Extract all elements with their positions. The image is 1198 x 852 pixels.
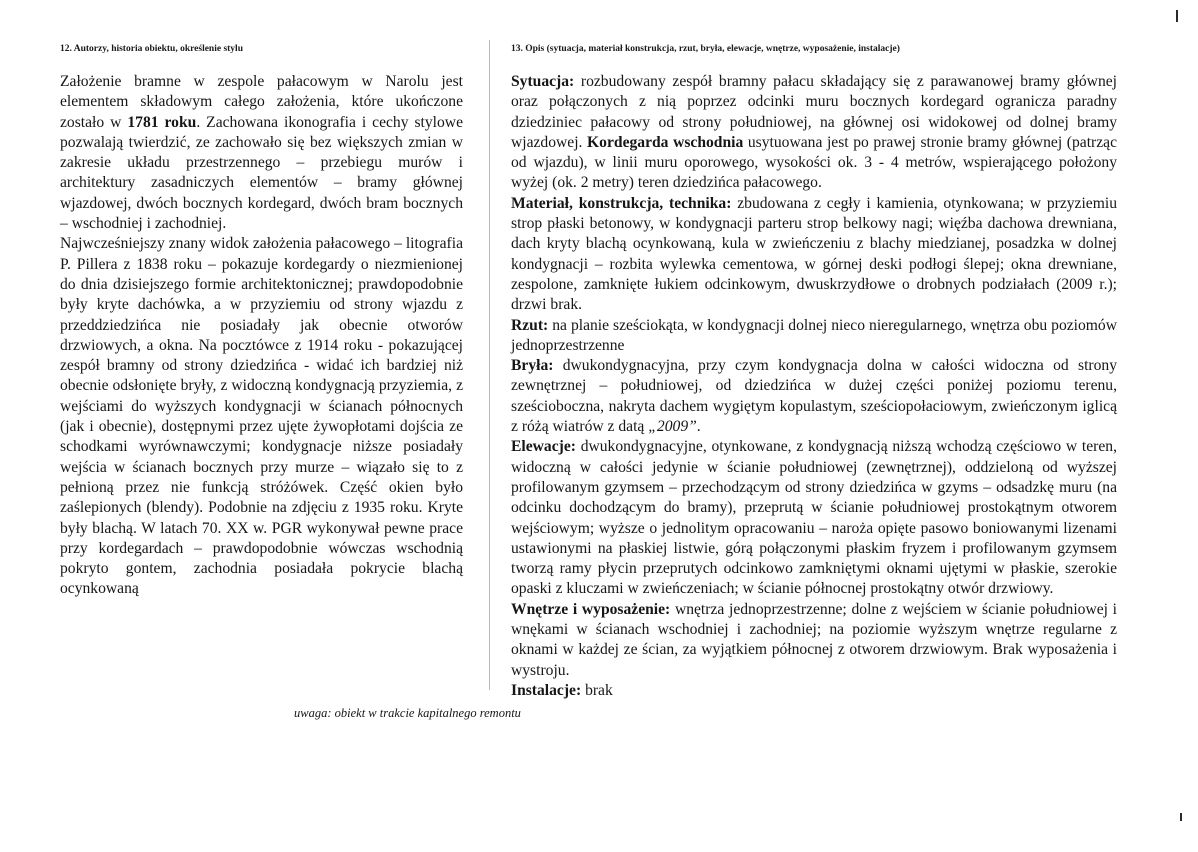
- paragraph: [511, 437, 1117, 599]
- column-divider: [489, 40, 490, 690]
- italic-text: „2009”: [648, 418, 697, 436]
- paragraph: [511, 72, 1117, 194]
- paragraph: [511, 356, 1117, 437]
- text-run: wnętrza jednoprzestrzenne; dolne z wejściem w ścianie południowej i wnękami w ścianach wschodniej i zachodniej; na poziomie wyższym wnętrze regularne z oknami w każdej ze ścian, za wyjątkiem północnej z otworem drzwiowym. Brak wyposażenia i wystroju.: [511, 600, 1117, 679]
- bold-label: Sytuacja:: [511, 73, 575, 90]
- bold-label: Instalacje:: [511, 681, 582, 699]
- section-13-body: [511, 72, 1117, 701]
- bold-label: Rzut:: [511, 316, 549, 334]
- bold-label: Kordegarda wschodnia: [587, 133, 744, 151]
- paragraph: [511, 194, 1117, 316]
- text-run: brak: [581, 681, 613, 699]
- text-run: dwukondygnacyjna, przy czym kondygnacja dolna w całości widoczna od strony zewnętrznej – południowej, od dziedzińca w dużej części poniżej poziomu terenu, sześcioboczna, nakryta dachem wygiętym kopulastym, sześciopołaciowym, zwieńczonym iglicą z różą wiatrów z datą: [511, 357, 1117, 436]
- bold-label: Bryła:: [511, 357, 554, 375]
- text-run: rozbudowany zespół bramny pałacu składający się z parawanowej bramy głównej oraz połączonych z nią poprzez odcinki muru bocznych kordegard ogranicza paradny dziedziniec pałacowy od strony południowej, na głównej osi widokowej od dolnej bramy wjazdowej.: [511, 73, 1117, 151]
- section-12-heading: 12. Autorzy, historia obiektu, określenie stylu: [60, 44, 243, 54]
- section-13-heading: 13. Opis (sytuacja, materiał konstrukcja, rzut, bryła, elewacje, wnętrze, wyposażenie, instalacje): [511, 44, 900, 54]
- bold-label: Materiał, konstrukcja, technika:: [511, 194, 732, 212]
- text-run: dwukondygnacyjne, otynkowane, z kondygnacją niższą wchodzą częściowo w teren, widoczną w całości jedynie w ścianie południowej (zewnętrznej), oddzieloną od wyższej profilowanym gzymsem – przechodzącym od strony dziedzińca w gzyms – odsadzkę muru (na odcinku dochodzącym do bramy), przeprutą w ścianie południowej prostokątnym otworem wejściowym; wyższe o jednolitym opracowaniu – naroża opięte pasowo boniowanymi lizenami ustawionymi na płaskiej listwie, górą połączonymi płaskim fryzem i profilowanym gzymsem tworzą ramy płycin przeprutych odcinkowo zamkniętymi oknami ujętymi w płaskie, szerokie opaski z kluczami w zwieńczeniach; w ścianie północnej prostokątny otwór drzwiowy.: [511, 438, 1117, 598]
- text-run: na planie sześciokąta, w kondygnacji dolnej nieco nieregularnego, wnętrza obu poziomów jednoprzestrzenne: [511, 316, 1117, 354]
- paragraph: [60, 234, 463, 599]
- paragraph: [511, 316, 1117, 357]
- bold-label: Elewacje:: [511, 438, 576, 456]
- paragraph: [511, 600, 1117, 681]
- scan-speck: [1180, 813, 1182, 821]
- text-run: .: [696, 418, 701, 436]
- paragraph: [511, 681, 1117, 701]
- remark-note: uwaga: obiekt w trakcie kapitalnego remontu: [294, 706, 521, 720]
- text-run: Najwcześniejszy znany widok założenia pałacowego – litografia P. Pillera z 1838 roku – pokazuje kordegardy o niezmienionej do dnia dzisiejszego formie architektonicznej; prawdopodobnie były kryte dachówka, a w przyziemiu od strony wjazdu z przeddziedzińca nie posiadały jak obecnie otworów drzwiowych, a okna. Na pocztówce z 1914 roku - pokazującej zespół bramny od strony dziedzińca - widać ich bardziej niż obecnie odsłonięte bryły, z widoczną kondygnacją przyziemia, z wejściami do wyższych kondygnacji w ścianach północnych (jak i obecnie), dostępnymi przez ujęte żywopłotami dojścia ze schodkami wyrównawczymi; kondygnacje niższe posiadały wejścia w ścianach bocznych przy murze – wiązało się to z pełnioną przez nie funkcją stróżówek. Część okien było zaślepionych (blendy). Podobnie na zdjęciu z 1935 roku. Kryte były blachą. W latach 70. XX w. PGR wykonywał pewne prace przy kordegardach – prawdopodobnie wówczas wschodnią pokryto gontem, zachodnia posiadała pokrycie blachą ocynkowaną: [60, 235, 463, 598]
- bold-label: 1781 roku: [127, 113, 197, 131]
- text-run: Założenie bramne w zespole pałacowym w Narolu jest elementem składowym całego założenia, które ukończone zostało w: [60, 73, 463, 131]
- text-run: . Zachowana ikonografia i cechy stylowe pozwalają twierdzić, ze zachowało się bez większych zmian w zakresie układu przestrzennego – przebiegu murów i architektury zasadniczych elementów – bramy głównej wjazdowej, dwóch bocznych kordegard, dwóch bram bocznych – wschodniej i zachodniej.: [60, 113, 463, 233]
- text-run: zbudowana z cegły i kamienia, otynkowana; w przyziemiu strop płaski betonowy, w kondygnacji parteru strop belkowy nagi; więźba dachowa drewniana, dach kryty blachą ocynkowaną, kula w zwieńczeniu z blachy miedzianej, posadzka w dolnej kondygnacji – rozbita wylewka cementowa, w górnej deski podłogi ślepej; okna drewniane, zespolone, zamknięte łukiem odcinkowym, dwuskrzydłowe o drobnych podziałach (2009 r.); drzwi brak.: [511, 194, 1117, 314]
- section-12-body: [60, 72, 463, 600]
- paragraph: [60, 72, 463, 234]
- bold-label: Wnętrze i wyposażenie:: [511, 600, 671, 618]
- text-run: usytuowana jest po prawej stronie bramy głównej (patrząc od wjazdu), w linii muru oporowego, wysokości ok. 3 - 4 metrów, wspierającego położony wyżej (ok. 2 metry) teren dziedzińca pałacowego.: [511, 133, 1117, 192]
- scan-speck: [1176, 10, 1178, 22]
